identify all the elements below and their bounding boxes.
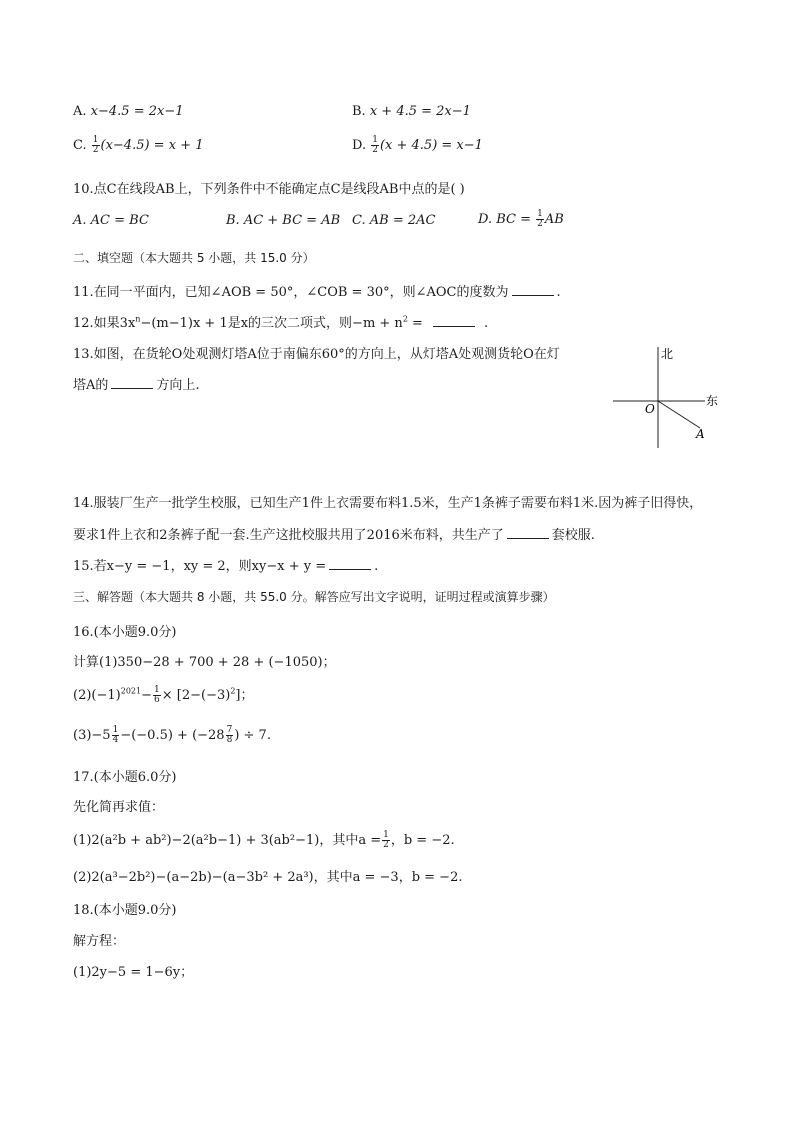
answer-blank [111,377,153,389]
question-18-intro: 解方程： [73,934,126,949]
section-heading-fill-blank: 二、填空题（本大题共 5 小题，共 15.0 分） [73,251,315,265]
fraction [153,686,161,705]
superscript: n [135,314,141,324]
fraction [226,726,234,745]
question-10-stem: 10.点C在线段AB上，下列条件中不能确定点C是线段AB中点的是( ) [73,182,465,197]
question-text: . [374,559,379,574]
fraction [382,831,390,850]
option-10a: A. AC = BC [73,213,149,228]
question-text: × [2−(−3) [161,688,231,703]
fraction [112,726,120,745]
option-text: D. BC = [478,212,531,227]
denominator: 2 [383,840,389,850]
option-10d [478,210,564,229]
option-label: B. [352,104,366,119]
option-9b [352,104,471,119]
question-text: 11.在同一平面内，已知∠AOB = 50°，∠COB = 30°，则∠AOC的度数为 [73,285,509,300]
question-text: (1)2(a²b + ab²)−2(a²b−1) + 3(ab²−1)，其中a = [73,833,382,848]
question-14-line2 [73,524,595,543]
question-16-head: 16.(本小题9.0分) [73,625,177,640]
question-text: −(−0.5) + (−28 [120,728,225,743]
bearing-line-oa [658,401,700,428]
numerator: 7 [226,725,233,735]
numerator: 1 [112,725,119,735]
numerator: 1 [92,135,99,145]
superscript: 2 [230,686,236,696]
denominator: 2 [92,145,99,155]
question-18-head: 18.(本小题9.0分) [73,903,177,918]
question-text: (3)−5 [73,728,111,743]
north-label: 北 [661,347,674,361]
option-10b: B. AC + BC = AB [226,213,341,228]
option-text: (x + 4.5) = x−1 [379,138,483,153]
superscript: 2 [402,314,408,324]
question-text: − [141,688,152,703]
denominator: 2 [537,219,543,229]
question-text: (2)(−1) [73,688,121,703]
question-text: 15.若x−y = −1，xy = 2，则xy−x + y = [73,559,327,574]
question-11 [73,281,561,300]
compass-diagram [605,342,735,452]
answer-blank [329,558,371,570]
option-label: C. [73,138,87,153]
question-text: 要求1件上衣和2条裤子配一套.生产这批校服共用了2016米布料，共生产了 [73,528,504,543]
fraction [92,136,100,155]
numerator: 1 [372,135,378,145]
option-text: x−4.5 = 2x−1 [90,104,184,119]
option-9a [73,104,184,119]
denominator: 2 [372,145,378,155]
question-17-part2: (2)2(a³−2b²)−(a−2b)−(a−3b² + 2a³)，其中a = −3，b = −2. [73,870,463,885]
option-label: D. [352,138,367,153]
east-label: 东 [706,394,719,408]
question-text: ) ÷ 7. [234,728,271,743]
question-17-part1 [73,829,455,850]
numerator: 1 [383,830,389,840]
option-label: A. [73,104,87,119]
answer-blank [507,527,549,539]
option-text: AB [544,212,564,227]
option-9c [73,136,203,155]
denominator: 6 [154,695,160,705]
question-18-part1: (1)2y−5 = 1−6y； [73,965,194,980]
section-heading-solve: 三、解答题（本大题共 8 小题，共 55.0 分。解答应写出文字说明，证明过程或演算步骤） [73,590,555,604]
question-text: . [483,316,489,331]
point-a-label: A [696,427,705,441]
answer-blank [512,284,554,296]
question-text: 方向上. [156,378,200,393]
option-text: (x−4.5) = x + 1 [100,138,204,153]
denominator: 8 [226,735,233,745]
question-14-line1: 14.服装厂生产一批学生校服，已知生产1件上衣需要布料1.5米，生产1条裤子需要布料1米.因为裤子旧得快， [73,496,703,511]
question-13-line1: 13.如图，在货轮O处观测灯塔A位于南偏东60°的方向上，从灯塔A处观测货轮O在灯 [73,347,560,362]
origin-label: O [645,402,655,416]
numerator: 1 [537,209,543,219]
question-text: ]； [235,688,254,703]
question-16-part2 [73,684,253,705]
answer-blank [433,315,475,327]
fraction [371,136,379,155]
question-16-part1: 计算(1)350−28 + 700 + 28 + (−1050)； [73,655,336,670]
question-text: 套校服. [551,528,595,543]
question-13-line2 [73,374,200,393]
question-17-head: 17.(本小题6.0分) [73,770,177,785]
question-17-intro: 先化简再求值： [73,800,165,815]
option-10c: C. AB = 2AC [352,213,436,228]
numerator: 1 [154,685,160,695]
question-text: −(m−1)x + 1是x的三次二项式，则−m + n [140,316,403,331]
question-text: = [407,316,423,331]
denominator: 4 [112,735,119,745]
question-16-part3 [73,726,271,745]
question-text: 塔A的 [73,378,109,393]
option-text: x + 4.5 = 2x−1 [369,104,471,119]
superscript: 2021 [120,686,142,696]
option-9d [352,136,483,155]
fraction [536,210,544,229]
question-text: ，b = −2. [390,833,455,848]
question-12 [73,312,488,331]
question-text: 12.如果3x [73,316,136,331]
question-15 [73,555,378,574]
question-text: . [556,285,561,300]
